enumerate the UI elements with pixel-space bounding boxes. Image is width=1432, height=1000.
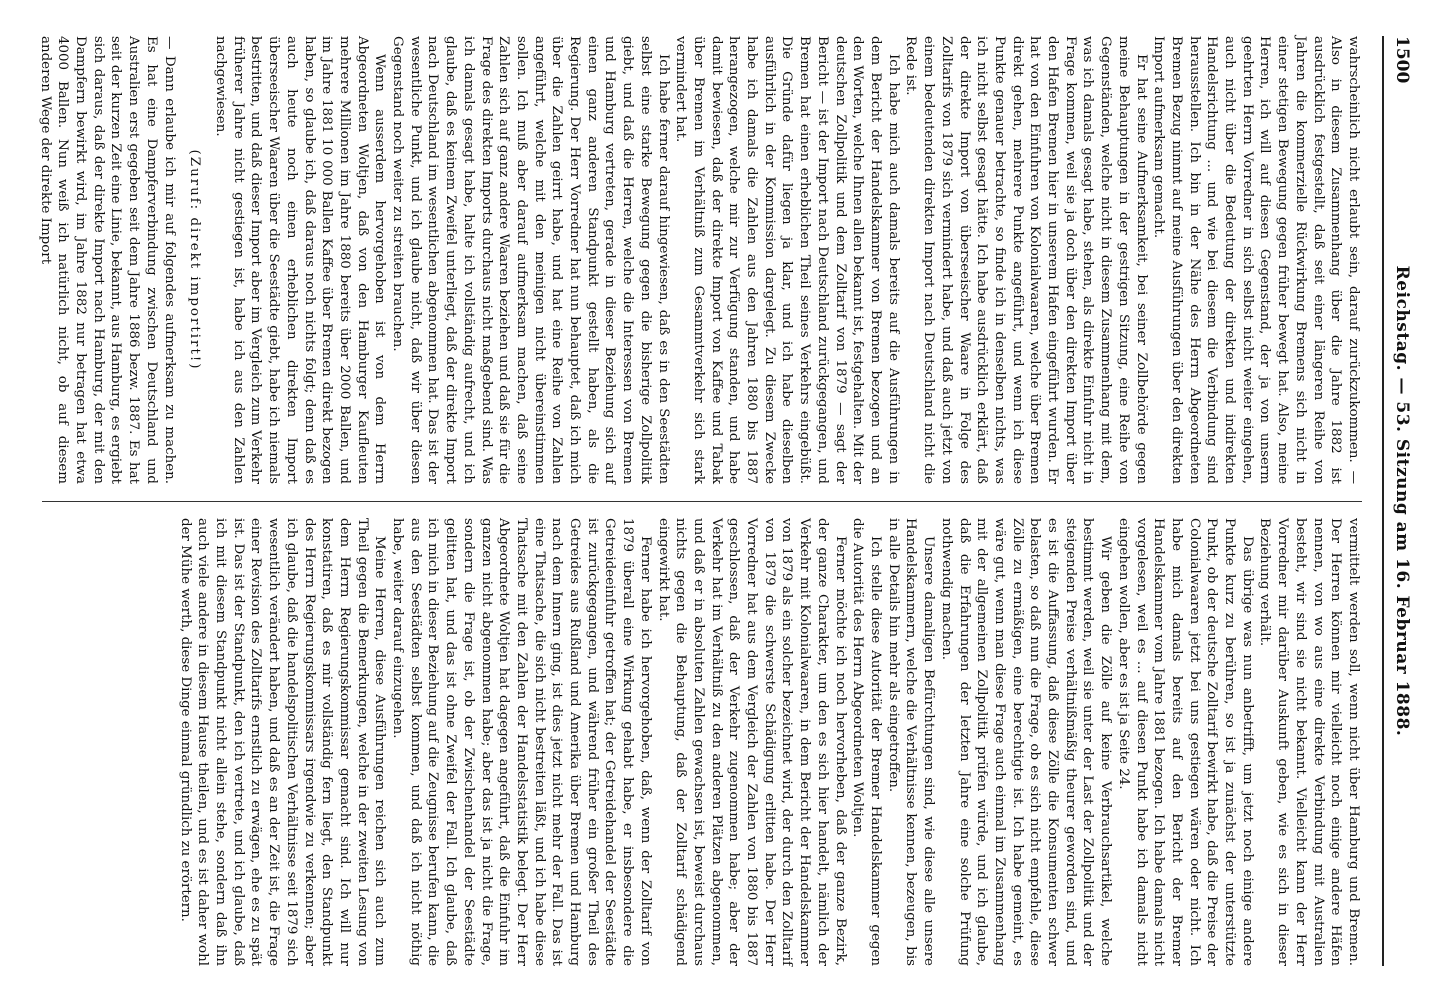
page-number: 1500 xyxy=(1392,36,1412,84)
paragraph: Ferner möchte ich noch hervorheben, daß der ganze Bezirk, der ganze Charakter, um den es sich hier handelt, nämlich der Verkehr mit Kolonialwaaren, in dem Bericht der Handelskammer von 1879 als ein solcher bezeichnet wird, der durch den Zolltarif von 1879 die schwerste Schädigung erlitten habe. Der Herr Vorredner hat aus dem Vergleich der Zahlen von 1880 bis 1887 geschlossen, daß der Verkehr zugenommen habe; aber der Verkehr hat im Verhältniß zu den anderen Plätzen abgenommen, und daß er in absoluten Zahlen gewachsen ist, beweist durchaus nichts gegen die Behauptung, daß der Zolltarif schädigend eingewirkt hat. xyxy=(655,518,848,966)
text-columns xyxy=(37,36,1362,966)
header-rule xyxy=(1382,36,1384,966)
column-divider xyxy=(42,501,1362,502)
paragraph: Wir geben die Zölle auf keine Verbrauchsartikel, welche bestimmt werden, weil sie unter der Last der Zollpolitik und der steigenden Preise verhältnißmäßig theurer geworden sind, und es ist die Auffassung, daß diese Zölle die Konsumenten schwer belasten, so daß nun die Frage, ob es sich nicht empfehle, diese Zölle zu ermäßigen, eine berechtigte ist. Ich habe gemeint, es wäre gut, wenn man diese Frage auch einmal im Zusammenhang mit der allgemeinen Zollpolitik prüfen würde, und ich glaube, daß die Erfahrungen der letzten Jahre eine solche Prüfung nothwendig machen. xyxy=(938,518,1114,966)
page-header xyxy=(1378,36,1418,966)
paragraph: vermittelt werden soll, wenn nicht über Hamburg und Bremen. Der Herren können mir vielleicht noch einige andere Häfen nennen, von wo aus eine direkte Verbindung mit Australien besteht, wir sind sie nicht bekannt. Vielleicht kann der Herr Vorredner mir darüber Auskunft geben, wie es sich in dieser Beziehung verhält. xyxy=(1257,518,1361,966)
paragraph: Wenn ausserdem hervorgehoben ist von dem Herrn Abgeordneten Woltjen, daß von den Hamburger Kaufleuten mehrere Millionen im Jahre 1880 bereits über 2000 Ballen, und im Jahre 1881 10 000 Ballen Kaffee über Bremen direkt bezogen haben, so glaube ich, daß daraus noch nichts folgt; denn daß es auch heute noch einen erheblichen direkten Import überseeischer Waaren über die Seestädte giebt, habe ich niemals bestritten, und daß dieser Import aber im Vergleich zum Verkehr früherer Jahre nicht gestiegen ist, habe ich aus den Zahlen nachgewiesen. xyxy=(213,36,388,484)
paragraph: Er hat seine Aufmerksamkeit, bei seiner Zollbehörde gegen meine Behauptungen in der gestrigen Sitzung, eine Reihe von Gegenständen, welche nicht in diesem Zusammenhang mit dem, was ich damals gesagt habe, stehen, als direkte Einfuhr nicht in Frage kommen, weil sie ja doch über den direkten Import über den Hafen Bremen hier in unserem Hafen eingeführt wurden. Er hat von den Einfuhren von Kolonialwaaren, welche über Bremen direkt gehen, mehrere Punkte angeführt, und wenn ich diese Punkte genauer betrachte, so finde ich in denselben nichts, was ich nicht selbst gesagt hätte. Ich habe ausdrücklich erklärt, daß der direkte Import von überseeischer Waare in Folge des Zolltarifs von 1879 sich vermindert habe, und daß auch jetzt von einem bedeutenden direkten Import nach Deutschland nicht die Rede ist. xyxy=(903,36,1149,484)
paragraph: Ich stelle diese Autorität der Bremer Handelskammer gegen die Autorität des Herrn Abgeordneten Woltjen. xyxy=(850,518,884,966)
left-column xyxy=(37,36,1362,484)
paragraph: Unsere damaligen Befürchtungen sind, wie diese alle unsere Handelskammern, welche die Verhältnisse kennen, bezeugen, bis in alle Details hin mehr als eingetroffen. xyxy=(885,518,937,966)
paragraph: wahrscheinlich nicht erlaubt sein, darauf zurückzukommen. — Also in diesem Zusammenhang über die Jahre 1882 ist ausdrücklich festgestellt, daß seit einer längeren Reihe von Jahren die kommerzielle Rückwirkung Bremens sich nicht in einer stetigen Bewegung gegen früher bewegt hat. Also, meine Herren, ich will auf diesen Gegenstand, der ja von unserm geehrten Herrn Vorredner in sich selbst nicht weiter eingehen, auch nicht über die Bedeutung der direkten und indirekten Handelsrichtung ... und wie bei diesem die Verbindung sind herausstellen. Ich bin in der Nähe des Herrn Abgeordneten Bremen Bezug nimmt auf meine Ausführungen über den direkten Import aufmerksam gemacht. xyxy=(1151,36,1361,484)
paragraph: Ferner habe ich hervorgehoben, daß, wenn der Zolltarif von 1879 überall eine Wirkung gehabt habe, er insbesondere die Getreideeinfuhr getroffen hat; der Getreidehandel der Seestädte ist zurückgegangen, und während früher ein großer Theil des Getreides aus Rußland und Amerika über Bremen und Hamburg nach dem Innern ging, ist dies jetzt nicht mehr der Fall. Das ist eine Thatsache, die sich nicht bestreiten läßt, und ich habe diese Thatsache mit den Zahlen der Handelsstatistik belegt. Der Herr Abgeordnete Woltjen hat dagegen angeführt, daß die Einfuhr im ganzen nicht abgenommen habe; aber das ist ja nicht die Frage, sondern die Frage ist, ob der Zwischenhandel der Seestädte gelitten hat, und das ist ohne Zweifel der Fall. Ich glaube, daß ich mich in dieser Beziehung auf die Zeugnisse berufen kann, die aus den Seestädten selbst kommen, und daß ich nicht nöthig habe, weiter darauf einzugehen. xyxy=(390,518,653,966)
page-title: Reichstag. — 53. Sitzung am 16. Februar 1888. xyxy=(1392,265,1412,737)
right-column xyxy=(42,518,1362,966)
paragraph: Ich habe ferner darauf hingewiesen, daß es in den Seestädten selbst eine starke Bewegung gegen die bisherige Zollpolitik giebt, und daß die Herren, welche die Interessen von Bremen und Hamburg vertreten, gerade in dieser Beziehung sich auf einen ganz anderen Standpunkt gestellt haben, als die Regierung. Der Herr Vorredner hat nun behauptet, daß ich mich über die Zahlen geirrt habe, und hat eine Reihe von Zahlen angeführt, welche mit den meinigen nicht übereinstimmen sollen. Ich muß aber darauf aufmerksam machen, daß seine Zahlen sich auf ganz andere Waaren beziehen und daß sie für die Frage des direkten Imports durchaus nicht maßgebend sind. Was ich damals gesagt habe, halte ich vollständig aufrecht, und ich glaube, daß es keinem Zweifel unterliegt, daß der direkte Import nach Deutschland im wesentlichen abgenommen hat. Das ist der wesentliche Punkt, und ich glaube nicht, daß wir über diesen Gegenstand noch weiter zu streiten brauchen. xyxy=(390,36,671,484)
paragraph: Meine Herren, diese Ausführungen reichen sich auch zum Theil gegen die Bemerkungen, welche in der zweiten Lesung von dem Herrn Regierungskommissar gemacht sind. Ich will nur konstatiren, daß es mir vollständig fern liegt, den Standpunkt des Herrn Regierungskommissars irgendwie zu verkennen; aber ich glaube, daß die handelspolitischen Verhältnisse seit 1879 sich wesentlich verändert haben, und daß es an der Zeit ist, die Frage einer Revision des Zolltarifs ernstlich zu erwägen, ehe es zu spät ist. Das ist der Standpunkt, den ich vertrete, und ich glaube, daß ich mit diesem Standpunkt nicht allein stehe, sondern daß ihn auch viele andere in diesem Hause theilen, und es ist daher wohl der Mühe werth, diese Dinge einmal gründlich zu erörtern. xyxy=(177,518,388,966)
paragraph: Das übrige was nun anbetrifft, um jetzt noch einige andere Punkte kurz zu berühren, so ist ja zunächst der unterstützte Punkt, ob der deutsche Zolltarif bewirkt habe, daß die Preise der Colonialwaaren jetzt bei uns gestiegen wären oder nicht. Ich habe mich damals bereits auf den Bericht der Bremer Handelskammer vom Jahre 1881 bezogen. Ich habe damals nicht vorgelesen, weil es ... auf diesen Punkt habe ich damals nicht eingehen wollen, aber es ist ja Seite 24. xyxy=(1115,518,1255,966)
paragraph: (Zuruf: direkt importirt!) xyxy=(187,149,203,371)
paragraph: — Dann erlaube ich mir auf folgendes aufmerksam zu machen. Es hat eine Dampferverbindung zwischen Deutschland und Australien erst gegeben seit dem Jahre 1886 bezw. 1887. Es hat seit der kurzen Zeit eine Linie, bekannt, aus Hamburg, es ergiebt sich daraus, daß der direkte Import nach Hamburg, der mit den Dampfern bewirkt wird, im Jahre 1882 nur betragen hat etwa 4000 Ballen. Nun weiß ich natürlich nicht, ob auf diesem anderen Wege der direkte Import xyxy=(37,36,177,484)
paragraph: Ich habe mich auch damals bereits auf die Ausführungen in dem Bericht der Handelskammer von Bremen bezogen und an den Worten, welche Ihnen allen bekannt ist, festgehalten. Mit der deutschen Zollpolitik und dem Zolltarif von 1879 — sagt der Bericht — ist der Import nach Deutschland zurückgegangen, und Bremen hat einen erheblichen Theil seines Verkehrs eingebüßt. Die Gründe dafür liegen ja klar, und ich habe dieselben ausführlich in der Kommission dargelegt. Zu diesem Zwecke habe ich damals die Zahlen aus den Jahren 1880 bis 1887 herangezogen, welche mir zur Verfügung standen, und habe damit bewiesen, daß der direkte Import von Kaffee und Tabak über Bremen im Verhältniß zum Gesammtverkehr sich stark vermindert hat. xyxy=(673,36,901,484)
